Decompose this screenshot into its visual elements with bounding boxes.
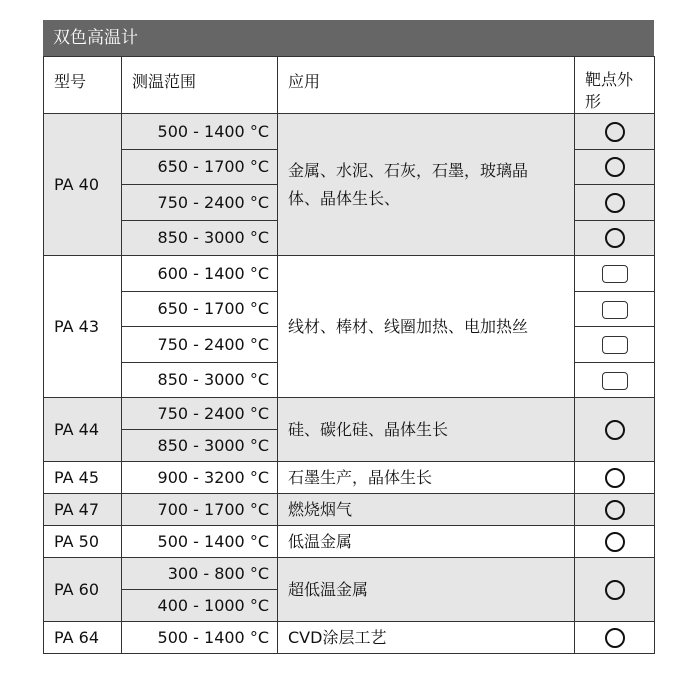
model-cell: PA 64 [44,622,122,654]
table-body [44,114,655,654]
rounded-square-icon [602,372,628,390]
circle-icon [605,628,625,648]
circle-icon [605,532,625,552]
range-cell: 500 - 1400 °C [122,622,278,654]
range-cell: 600 - 1400 °C [122,256,278,292]
target-shape-cell [575,462,655,494]
model-cell: PA 50 [44,526,122,558]
table-row [44,526,655,558]
circle-icon [605,468,625,488]
target-shape-cell [575,362,655,398]
rounded-square-icon [602,336,628,354]
application-cell: 金属、水泥、石灰，石墨，玻璃晶体、晶体生长、 [278,114,575,256]
target-shape-cell [575,256,655,292]
table-row [44,558,655,590]
range-cell: 850 - 3000 °C [122,430,278,462]
target-shape-cell [575,220,655,256]
circle-icon [605,193,625,213]
target-shape-cell [575,494,655,526]
table-row [44,494,655,526]
range-cell: 650 - 1700 °C [122,291,278,327]
pyrometer-spec-sheet [43,20,654,670]
model-cell: PA 47 [44,494,122,526]
table-row [44,398,655,430]
target-shape-cell [575,398,655,462]
target-shape-cell [575,327,655,363]
model-cell: PA 60 [44,558,122,622]
table-row [44,114,655,150]
circle-icon [605,500,625,520]
circle-icon [605,420,625,440]
header-target-shape: 靶点外形 [575,57,655,114]
application-cell: 线材、棒材、线圈加热、电加热丝 [278,256,575,398]
target-shape-cell [575,114,655,150]
circle-icon [605,157,625,177]
model-cell: PA 40 [44,114,122,256]
application-cell: 低温金属 [278,526,575,558]
range-cell: 500 - 1400 °C [122,526,278,558]
circle-icon [605,228,625,248]
header-model: 型号 [44,57,122,114]
application-cell: 硅、碳化硅、晶体生长 [278,398,575,462]
range-cell: 500 - 1400 °C [122,114,278,150]
target-shape-cell [575,291,655,327]
table-row [44,622,655,654]
target-shape-cell [575,526,655,558]
target-shape-cell [575,622,655,654]
model-cell: PA 43 [44,256,122,398]
range-cell: 750 - 2400 °C [122,185,278,221]
table-row [44,462,655,494]
application-cell: 超低温金属 [278,558,575,622]
target-shape-cell [575,558,655,622]
target-shape-cell [575,149,655,185]
header-row [44,57,655,114]
application-cell: CVD涂层工艺 [278,622,575,654]
range-cell: 700 - 1700 °C [122,494,278,526]
header-application: 应用 [278,57,575,114]
application-cell: 石墨生产，晶体生长 [278,462,575,494]
spec-table [43,56,655,654]
table-row [44,256,655,292]
target-shape-cell [575,185,655,221]
header-range: 测温范围 [122,57,278,114]
table-title: 双色高温计 [43,20,654,56]
range-cell: 300 - 800 °C [122,558,278,590]
range-cell: 400 - 1000 °C [122,590,278,622]
model-cell: PA 45 [44,462,122,494]
circle-icon [605,122,625,142]
range-cell: 850 - 3000 °C [122,362,278,398]
rounded-square-icon [602,301,628,319]
application-cell: 燃烧烟气 [278,494,575,526]
range-cell: 650 - 1700 °C [122,149,278,185]
rounded-square-icon [602,265,628,283]
range-cell: 900 - 3200 °C [122,462,278,494]
range-cell: 850 - 3000 °C [122,220,278,256]
circle-icon [605,580,625,600]
model-cell: PA 44 [44,398,122,462]
range-cell: 750 - 2400 °C [122,327,278,363]
range-cell: 750 - 2400 °C [122,398,278,430]
